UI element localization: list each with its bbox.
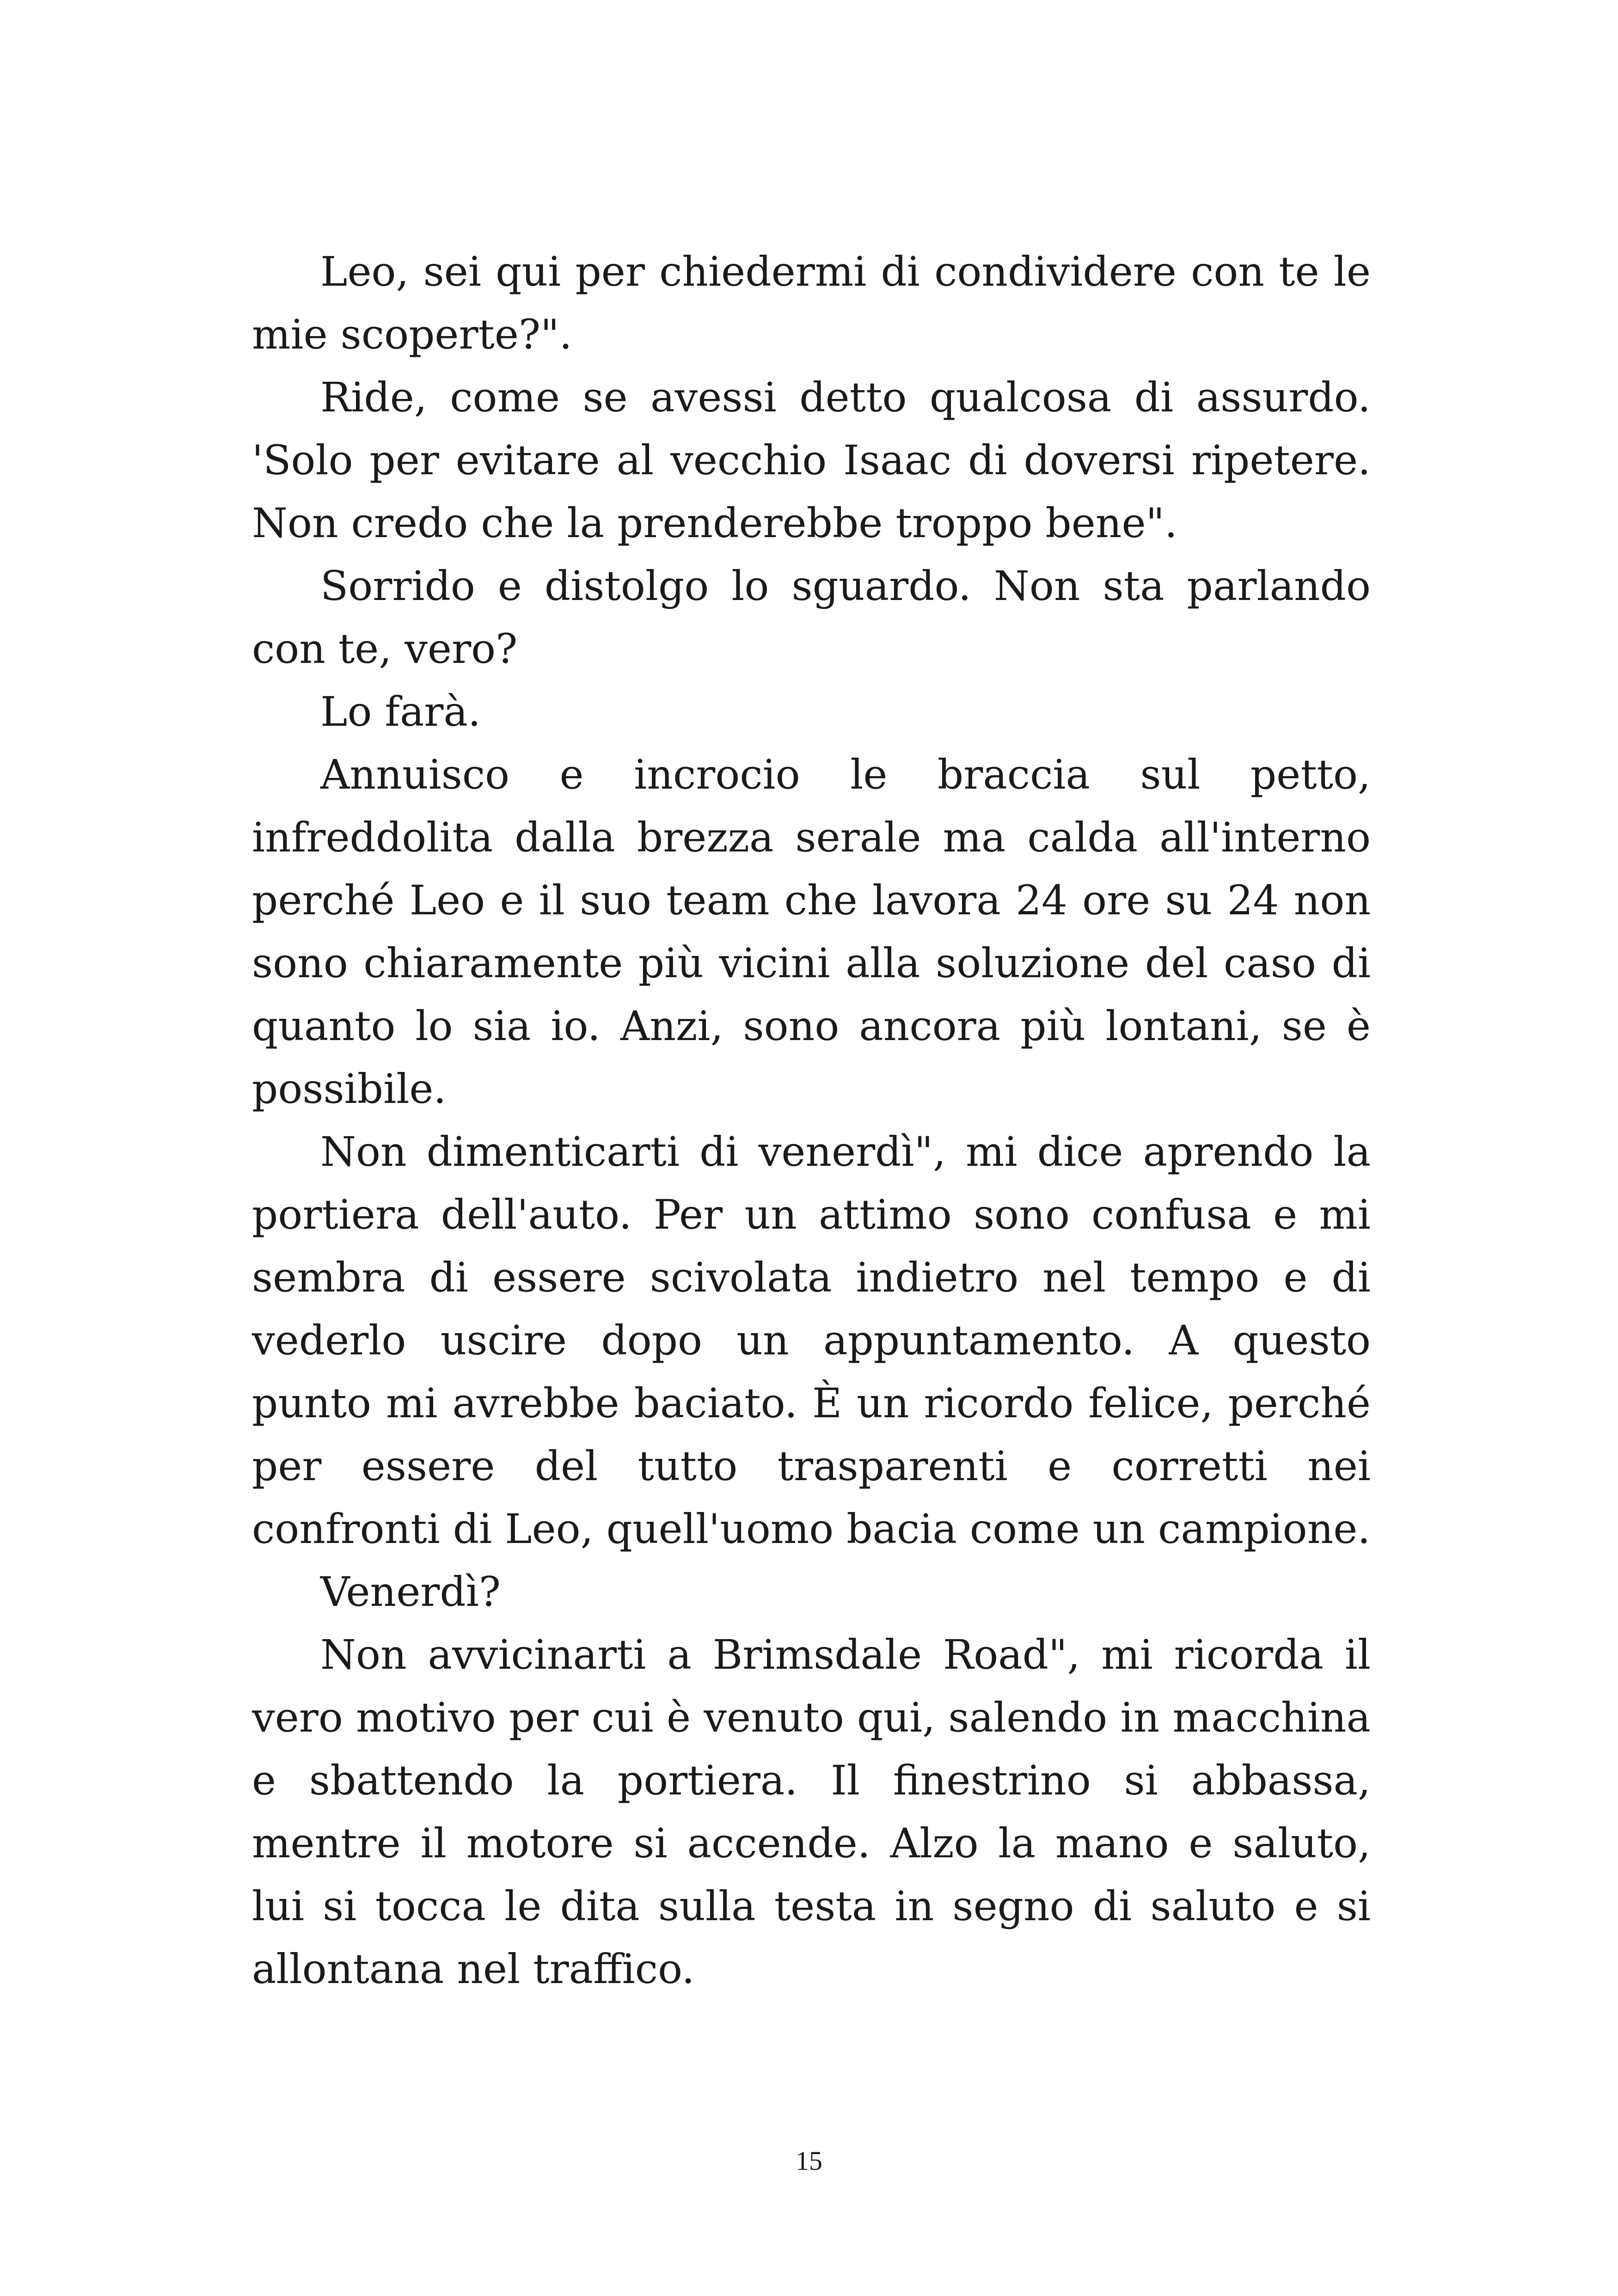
paragraph: Sorrido e distolgo lo sguardo. Non sta parlando con te, vero? (252, 562, 1371, 673)
paragraph: Venerdì? (320, 1568, 501, 1616)
paragraph: Non avvicinarti a Brimsdale Road", mi ricorda il vero motivo per cui è venuto qui, salendo in macchina e sbattendo la portiera. Il finestrino si abbassa, mentre il motore si accende. Alzo la mano e saluto, lui si tocca le dita sulla testa in segno di saluto e si allontana nel traffico. (252, 1631, 1371, 1993)
page-number: 15 (796, 2146, 822, 2176)
paragraph: Ride, come se avessi detto qualcosa di assurdo. 'Solo per evitare al vecchio Isaac di doversi ripetere. Non credo che la prenderebbe troppo bene". (252, 373, 1371, 547)
body-text (252, 240, 1371, 2001)
paragraph: Leo, sei qui per chiedermi di condividere con te le mie scoperte?". (252, 248, 1371, 358)
paragraph: Annuisco e incrocio le braccia sul petto, infreddolita dalla brezza serale ma calda all'interno perché Leo e il suo team che lavora 24 ore su 24 non sono chiaramente più vicini alla soluzione del caso di quanto lo sia io. Anzi, sono ancora più lontani, se è possibile. (252, 751, 1371, 1113)
paragraph: Lo farà. (320, 688, 481, 735)
paragraph: Non dimenticarti di venerdì", mi dice aprendo la portiera dell'auto. Per un attimo sono confusa e mi sembra di essere scivolata indietro nel tempo e di vederlo uscire dopo un appuntamento. A questo punto mi avrebbe baciato. È un ricordo felice, perché per essere del tutto trasparenti e corretti nei confronti di Leo, quell'uomo bacia come un campione. (252, 1128, 1371, 1553)
